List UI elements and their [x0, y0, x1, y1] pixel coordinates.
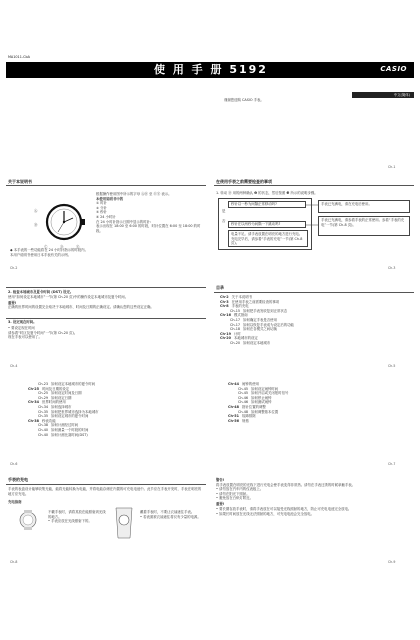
contents-title: 目录: [216, 285, 224, 290]
table-of-contents-2: [28, 382, 204, 437]
toc-text: 在使用手表之前需要检查的事项: [231, 299, 280, 304]
page-number: Ch-7: [388, 462, 396, 466]
toc-text: 如何测试闹钟: [251, 400, 272, 405]
about-footnote: 本用户说明书使用日本手表有关的示例。: [10, 252, 72, 257]
toc-page: Ch-46: [238, 395, 249, 400]
toc-page: Ch-40: [38, 427, 49, 432]
toc-page: Ch-15: [230, 308, 241, 313]
toc-page: Ch-25: [28, 386, 40, 391]
toc-page: Ch-34: [38, 404, 49, 409]
important-title: 重要!: [216, 502, 225, 507]
charge-tip-1: [48, 510, 108, 524]
charge-body: 手表的表盘设计能够收集光能，能将光能转换为电能，并将电能存储在内置的可充电电池中。此节应在手表开发时，手表在明亮的地方应充电。: [8, 487, 202, 496]
toc-text: 如何设定本地城市的夏令时间: [51, 382, 96, 386]
toc-text: 如何开启或关闭报时信号: [251, 391, 289, 396]
set-step: 3. 设定现在时间。: [8, 320, 37, 324]
set-time-section: [8, 320, 204, 340]
about-list-item: ① 时针: [96, 201, 107, 206]
page-number: Ch-4: [10, 364, 18, 368]
about-intro: 根据操作使用图中所示的字母 ⒶⒷ 至 ⒹⒺ 表示。: [96, 192, 172, 196]
toc-text: 关于本说明书: [231, 295, 253, 299]
table-of-contents-3: [228, 382, 408, 423]
toc-page: Ch-19: [220, 331, 232, 336]
charge-tip-1-bullet: • 手表应放在光线照射下的。: [48, 519, 92, 524]
toc-page: Ch-45: [238, 391, 249, 396]
toc-text: 如何设定城市的夏令时间: [51, 414, 89, 419]
dst-important-title: 重要!: [8, 300, 17, 305]
toc-page: Ch-51: [228, 414, 240, 419]
toc-text: 世界时间的使用: [42, 400, 66, 405]
watch-diagram: [30, 196, 98, 250]
toc-page: Ch-3: [220, 299, 229, 304]
toc-text: 秒表功能: [42, 418, 56, 423]
toc-page: Ch-29: [38, 395, 49, 400]
page-number: Ch-6: [10, 462, 18, 466]
toc-page: Ch-38: [38, 423, 49, 428]
flow-arrows: [306, 200, 320, 240]
about-list-item: ③ 秒针: [96, 210, 107, 215]
about-text: [96, 192, 204, 233]
warning-section: [216, 478, 412, 516]
brand-logo: CASIO: [380, 65, 407, 73]
toc-text: 如何计测经过时间: [51, 423, 79, 428]
toc-entry: [220, 341, 410, 346]
callout-e: Ⓔ: [76, 245, 80, 249]
dst-section: [8, 290, 204, 310]
about-mode-text: 在 24 小时针指示日期中显示的时针:: [96, 219, 152, 224]
important-item: • 如果长时间放在光线无法照射的地方，可充电电池会完全放电。: [216, 511, 315, 516]
set-line: 请参看“时区及夏令时间”一节(第 Ch-20 页)。: [8, 330, 78, 335]
toc-entry: [228, 419, 408, 424]
toc-text: 如何把手表发收复到正常状态: [243, 308, 288, 313]
toc-page: Ch-38: [28, 418, 40, 423]
toc-page: Ch-20: [220, 336, 232, 341]
toc-page: Ch-34: [28, 400, 40, 405]
toc-page: Ch-35: [38, 414, 49, 419]
toc-text: 指针位置的调整: [242, 404, 266, 409]
toc-text: 如何以恢复手表成为设定后的功能: [243, 322, 294, 327]
watch-in-light-illustration: [14, 508, 42, 532]
warning-bullet: • 请勿在阳光下照射。: [216, 491, 250, 496]
dst-text: 使用“如何设定本地城市”一节(第 Ch-20 页)中的操作设定本地城市及夏令时间。: [8, 294, 129, 299]
charge-tip-2: [140, 510, 202, 519]
toc-page: Ch-17: [230, 317, 241, 322]
charge-title: 手表的充电: [8, 477, 28, 482]
toc-page: Ch-16: [220, 313, 232, 318]
toc-text: 如何确定手表是否使用: [243, 317, 277, 322]
charge-tip-2-text: 戴着手表时，不要让衣袖遮住手表。: [140, 510, 195, 514]
callout-d: Ⓓ: [60, 245, 64, 249]
toc-text: 闹钟的使用: [242, 382, 259, 386]
charge-tip-2-bullet: • 若表面被衣袖遮住将仅有少量的电源。: [140, 514, 201, 519]
question-box: 秒针以一秒为间隔正常移动吗?: [228, 201, 306, 208]
toc-text: 如何调整基本位置: [251, 409, 279, 414]
about-list-title: 本使用说明书中的: [96, 196, 124, 201]
toc-page: Ch-8: [220, 304, 229, 309]
toc-text: 如何在各模式之间切换: [243, 327, 277, 332]
important-item: • 要长期存放手表时，请将手表放在可以接受光线照射的地方，防止可充电电池完全放电。: [216, 507, 352, 512]
toc-text: 如何选择城市: [51, 404, 72, 409]
toc-text: 手表的充电: [231, 304, 249, 309]
toc-page: Ch-46: [238, 400, 249, 405]
manual-title: 使 用 手 册 5192: [154, 63, 268, 76]
toc-text: 规格: [242, 418, 249, 423]
divider: [6, 318, 206, 319]
page-number: Ch-9: [388, 560, 396, 564]
toc-text: 如何设定闹钟时间: [251, 386, 279, 391]
result-box: 手表已充满电，请参看手表的正常使用。参看“手表的充电”一节(第 Ch-8 页)。: [318, 216, 410, 236]
toc-page: Ch-45: [238, 386, 249, 391]
result-box: 手表已充满电，请在充电后使用。: [318, 200, 410, 213]
toc-page: Ch-20: [230, 340, 241, 345]
toc-text: 故障排除: [242, 414, 256, 419]
page-number: Ch-1: [388, 165, 396, 169]
about-list-item: ② 分针: [96, 205, 107, 210]
divider: [214, 185, 414, 186]
no-label: 否: [222, 219, 226, 223]
toc-text: 如何设定时间及日期: [51, 391, 82, 396]
divider: [6, 287, 206, 288]
warning-bullet: • 请勿放在汽车内的仪表板上。: [216, 487, 264, 492]
callout-a: Ⓐ: [34, 209, 38, 213]
yes-label: 是: [222, 209, 226, 213]
callout-b: Ⓑ: [34, 223, 38, 227]
toc-entry: [28, 433, 204, 438]
toc-text: 如何计测比赛时间(DST): [51, 432, 88, 437]
toc-page: Ch-17: [230, 322, 241, 327]
section-title-before: 在使用手表之前需要检查的事项: [216, 179, 272, 184]
toc-page: Ch-40: [38, 432, 49, 437]
set-line: • 要设定现在时间: [8, 326, 35, 331]
charge-guide-title: 充电指南: [8, 500, 22, 504]
toc-page: Ch-18: [230, 327, 241, 332]
page-number: Ch-8: [10, 560, 18, 564]
about-note-2: ◆ 本手表的一些功能将在 24 小时针指示的时段内。: [10, 248, 88, 252]
divider: [214, 292, 414, 293]
document-code: MA1011-CbA: [8, 55, 30, 59]
warning-title: 警告!: [216, 478, 225, 482]
question-box: 秒针在以两秒为间隔一下跳动吗?: [228, 221, 306, 228]
toc-text: 本地城市的设定: [234, 336, 258, 341]
toc-text: 如何把世界城市选择为本地城市: [51, 409, 99, 414]
toc-text: 如何设定日期: [51, 395, 72, 400]
language-tag: 中文(简体): [352, 92, 414, 98]
page-number: Ch-3: [388, 266, 396, 270]
dst-important-text: 正确的世界时间的设置完全取决于本地城市、时间及日期的正确设定。请确认您的这些设定正确。: [8, 305, 154, 310]
toc-page: Ch-35: [38, 409, 49, 414]
toc-page: Ch-25: [38, 391, 49, 396]
about-list-item: ④ 24 小时针: [96, 214, 116, 219]
toc-text: 模式指南: [234, 313, 248, 318]
toc-page: Ch-56: [228, 418, 240, 423]
table-of-contents: [220, 295, 410, 346]
toc-text: 时间及日期的设定: [42, 386, 70, 391]
title-bar: [6, 62, 414, 78]
toc-page: Ch-2: [220, 295, 229, 299]
dst-step: 2. 检查本地城市及夏令时间 (DST) 设定。: [8, 290, 74, 294]
thanks-text: 谨谢您选购 CASIO 手表。: [224, 98, 264, 102]
about-notes: [10, 248, 204, 257]
page-number: Ch-5: [388, 364, 396, 368]
warning-bullet: • 避免放在白炽灯附近。: [216, 496, 253, 501]
callout-c: Ⓒ: [44, 245, 48, 249]
divider: [6, 484, 206, 485]
warning-body: 将手表放置在明亮的光线下进行充电会使手表变得非常热。请勿在手表还烫的时候拿触手表。: [216, 482, 356, 487]
toc-page: Ch-48: [238, 409, 249, 414]
watch-on-wrist-illustration: [112, 506, 136, 540]
toc-page: Ch-23: [38, 382, 49, 386]
toc-text: 如何停止闹钟: [251, 395, 272, 400]
toc-page: Ch-48: [228, 404, 240, 409]
charge-tip-1-text: 不戴手表时，请将其放在能照射到光线的地方。: [48, 510, 106, 519]
set-line: 现在手表可以使用了。: [8, 335, 42, 340]
toc-text: 计时: [234, 331, 241, 336]
toc-text: 如何设定本地城市: [243, 340, 271, 345]
result-box: 电量不足。请手表放置在明亮的地方进行充电。充电完毕后，请参看“手表的充电”一节(第 Ch-8 页)。: [228, 230, 308, 247]
toc-text: 如何测量一个时段的时间: [51, 427, 89, 432]
toc-page: Ch-44: [228, 382, 240, 386]
page-number: Ch-2: [10, 266, 18, 270]
divider: [6, 185, 206, 186]
about-note-1: 表示出现在 18:00 至 6:00 的时段，时针位置在 6:00 至 18:00 的时段。: [96, 224, 201, 233]
section-title-about: 关于本说明书: [8, 179, 32, 184]
check-step-1: 1. 转动 Ⓑ 用的两种确认 ❷ 的状态，然后按照 ❸ 所示的说明步骤。: [216, 191, 318, 195]
